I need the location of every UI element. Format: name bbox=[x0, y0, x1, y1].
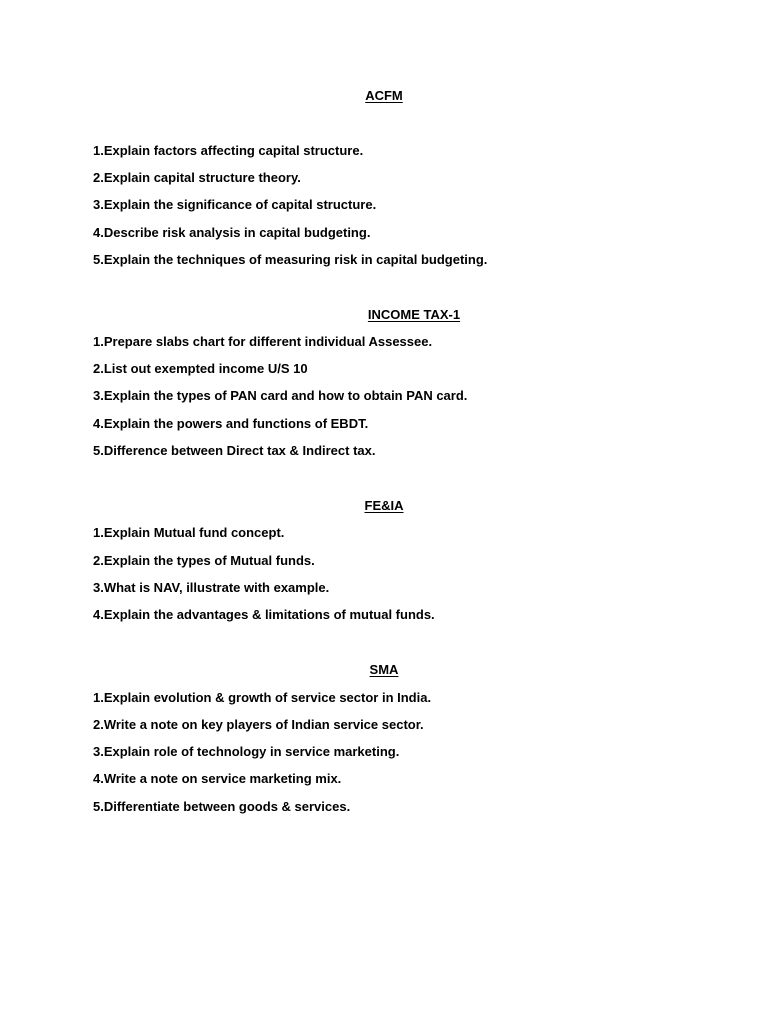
question-item: 3.Explain role of technology in service marketing. bbox=[93, 744, 400, 759]
question-item: 1.Explain factors affecting capital structure. bbox=[93, 143, 364, 158]
section-heading-feia: FE&IA bbox=[364, 498, 404, 513]
question-item: 5.Explain the techniques of measuring risk in capital budgeting. bbox=[93, 252, 488, 267]
question-item: 4.Describe risk analysis in capital budgeting. bbox=[93, 225, 371, 240]
question-item: 2.Explain capital structure theory. bbox=[93, 170, 301, 185]
question-item: 2.Write a note on key players of Indian service sector. bbox=[93, 717, 424, 732]
question-item: 4.Explain the powers and functions of EBDT. bbox=[93, 416, 369, 431]
section-heading-acfm: ACFM bbox=[365, 88, 403, 103]
question-item: 3.Explain the significance of capital structure. bbox=[93, 197, 377, 212]
question-item: 5.Differentiate between goods & services. bbox=[93, 799, 351, 814]
question-item: 2.List out exempted income U/S 10 bbox=[93, 361, 308, 376]
section-heading-income-tax: INCOME TAX-1 bbox=[367, 307, 461, 322]
question-item: 1.Explain Mutual fund concept. bbox=[93, 525, 285, 540]
question-item: 1.Explain evolution & growth of service sector in India. bbox=[93, 690, 432, 705]
question-item: 3.What is NAV, illustrate with example. bbox=[93, 580, 330, 595]
question-item: 4.Explain the advantages & limitations of mutual funds. bbox=[93, 607, 435, 622]
question-item: 5.Difference between Direct tax & Indirect tax. bbox=[93, 443, 376, 458]
section-heading-sma: SMA bbox=[369, 662, 399, 677]
question-item: 4.Write a note on service marketing mix. bbox=[93, 771, 342, 786]
question-item: 2.Explain the types of Mutual funds. bbox=[93, 553, 315, 568]
question-item: 3.Explain the types of PAN card and how to obtain PAN card. bbox=[93, 388, 468, 403]
question-item: 1.Prepare slabs chart for different individual Assessee. bbox=[93, 334, 433, 349]
